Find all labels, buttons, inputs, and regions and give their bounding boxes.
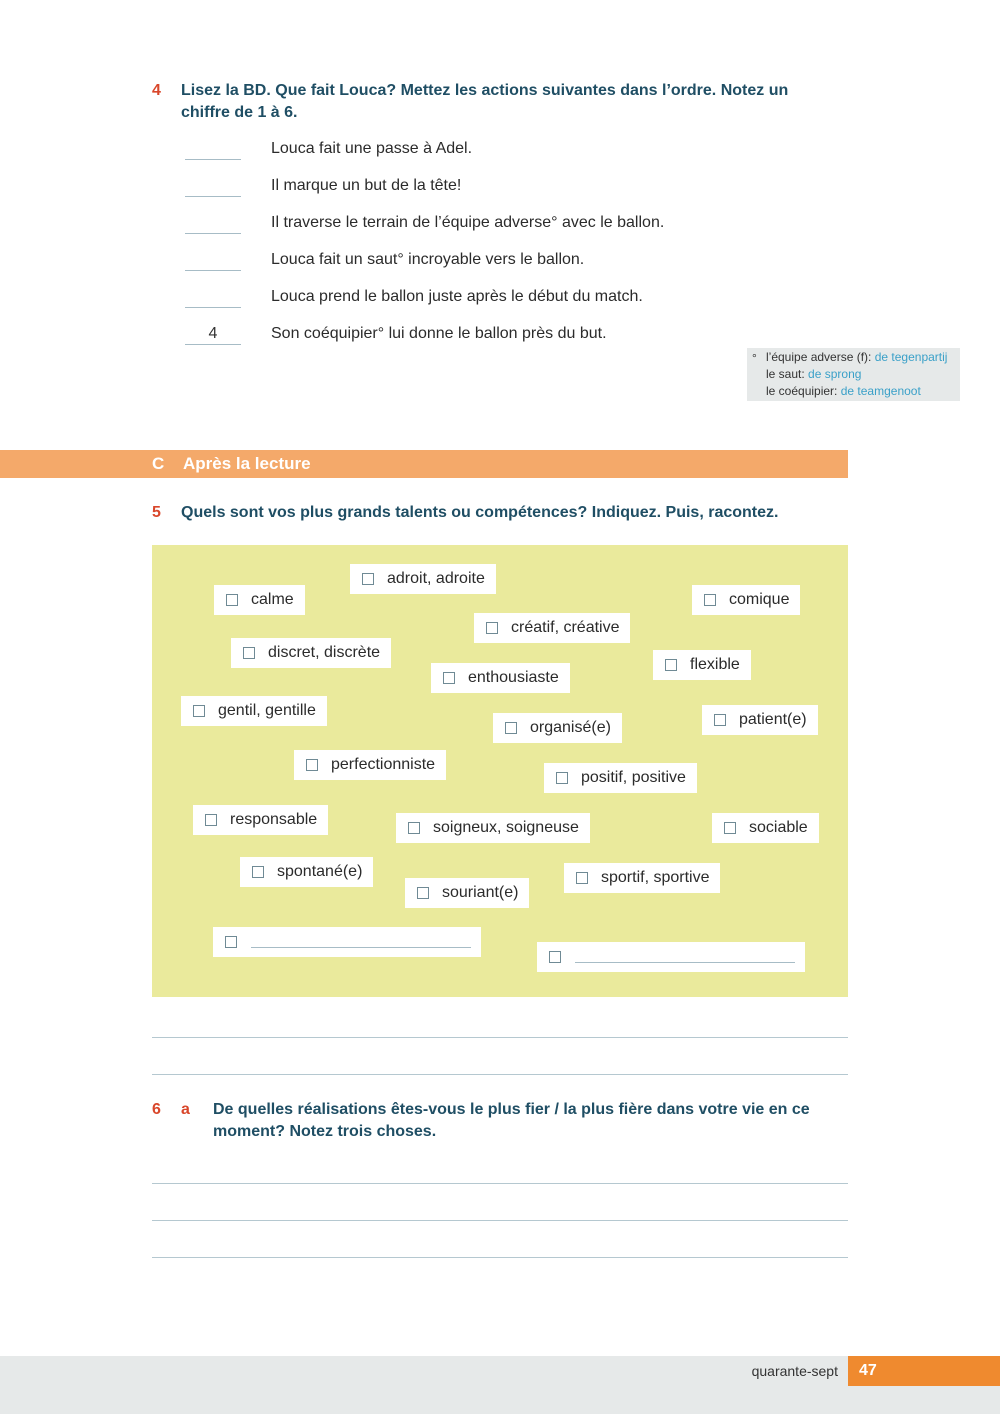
checkbox[interactable] [205,814,217,826]
writing-line[interactable] [152,1037,848,1038]
write-in-field[interactable] [575,962,795,963]
word-label: gentil, gentille [218,702,316,719]
word-option[interactable] [702,705,818,735]
footnote-translation: de sprong [808,367,862,381]
word-option[interactable] [193,805,328,835]
exercise-part-letter: a [181,1101,190,1118]
order-item-text: Louca fait une passe à Adel. [271,140,473,157]
checkbox[interactable] [417,887,429,899]
footnote-entry [766,349,947,366]
checkbox[interactable] [714,714,726,726]
word-option[interactable] [653,650,751,680]
exercise-instruction: Lisez la BD. Que fait Louca? Mettez les actions suivantes dans l’ordre. Notez un chiffre de 1 à 6. [181,82,789,121]
word-option[interactable] [712,813,819,843]
word-label: enthousiaste [468,669,559,686]
section-banner [0,450,848,478]
checkbox[interactable] [243,647,255,659]
footnote-marker: ° [752,351,757,365]
checkbox[interactable] [505,722,517,734]
checkbox[interactable] [362,573,374,585]
order-item [185,250,745,280]
word-label: sociable [749,819,808,836]
checkbox[interactable] [443,672,455,684]
exercise-number: 6 [152,1101,161,1118]
checkbox[interactable] [665,659,677,671]
word-option[interactable] [240,857,373,887]
order-answer-field[interactable]: 4 [185,324,241,345]
word-label: flexible [690,656,740,673]
footnote-term: le coéquipier: [766,384,838,398]
checkbox[interactable] [556,772,568,784]
order-item-text: Son coéquipier° lui donne le ballon près du but. [271,325,607,342]
word-option[interactable] [474,613,630,643]
custom-word-option[interactable] [537,942,805,972]
order-item-text: Il traverse le terrain de l’équipe adverse° avec le ballon. [271,214,665,231]
order-item-text: Louca fait un saut° incroyable vers le ballon. [271,251,585,268]
word-label: discret, discrète [268,644,381,661]
checkbox[interactable] [549,951,561,963]
word-label: responsable [230,811,318,828]
word-label: adroit, adroite [387,570,485,587]
word-option[interactable] [544,763,697,793]
checkbox[interactable] [306,759,318,771]
exercise-number: 5 [152,504,161,521]
word-label: soigneux, soigneuse [433,819,579,836]
order-answer-field[interactable] [185,139,241,160]
checkbox[interactable] [576,872,588,884]
word-option[interactable] [294,750,446,780]
writing-line[interactable] [152,1220,848,1221]
word-label: organisé(e) [530,719,611,736]
order-answer-field[interactable] [185,213,241,234]
checkbox[interactable] [193,705,205,717]
order-item [185,324,745,354]
exercise-instruction: Quels sont vos plus grands talents ou compétences? Indiquez. Puis, racontez. [181,504,779,521]
word-label: perfectionniste [331,756,436,773]
exercise-instruction: De quelles réalisations êtes-vous le plus fier / la plus fière dans votre vie en ce moment? Notez trois choses. [213,1101,810,1140]
word-option[interactable] [405,878,529,908]
checkbox[interactable] [408,822,420,834]
page-number-words: quarante-sept [751,1363,838,1379]
footnote-entry [766,366,861,383]
word-label: sportif, sportive [601,869,710,886]
custom-word-option[interactable] [213,927,481,957]
word-option[interactable] [231,638,391,668]
order-answer-field[interactable] [185,287,241,308]
word-bank [152,545,848,997]
word-option[interactable] [692,585,800,615]
word-option[interactable] [350,564,496,594]
footnote-term: l’équipe adverse (f): [766,350,872,364]
order-answer-field[interactable] [185,176,241,197]
word-label: calme [251,591,294,608]
footnote-term: le saut: [766,367,805,381]
section-title: Après la lecture [183,454,311,473]
section-letter: C [152,454,165,473]
vocabulary-footnote [747,348,960,401]
writing-line[interactable] [152,1183,848,1184]
word-option[interactable] [564,863,720,893]
word-label: souriant(e) [442,884,519,901]
word-option[interactable] [396,813,590,843]
footnote-translation: de tegenpartij [874,350,948,364]
word-label: créatif, créative [511,619,620,636]
write-in-field[interactable] [251,947,471,948]
checkbox[interactable] [724,822,736,834]
writing-line[interactable] [152,1074,848,1075]
word-option[interactable] [431,663,570,693]
checkbox[interactable] [226,594,238,606]
footnote-entry [766,383,921,400]
word-label: spontané(e) [277,863,363,880]
page-number: 47 [848,1356,1000,1386]
word-option[interactable] [181,696,327,726]
order-item [185,287,745,317]
word-label: comique [729,591,790,608]
order-answer-field[interactable] [185,250,241,271]
order-item [185,139,745,169]
order-item [185,176,745,206]
checkbox[interactable] [704,594,716,606]
word-label: patient(e) [739,711,807,728]
footnote-translation: de teamgenoot [840,384,921,398]
page-footer [0,1356,1000,1414]
word-label: positif, positive [581,769,686,786]
writing-line[interactable] [152,1257,848,1258]
order-item-text: Louca prend le ballon juste après le début du match. [271,288,643,305]
order-item-text: Il marque un but de la tête! [271,177,462,194]
order-item [185,213,745,243]
word-option[interactable] [493,713,622,743]
exercise-number: 4 [152,82,161,99]
checkbox[interactable] [252,866,264,878]
word-option[interactable] [214,585,305,615]
checkbox[interactable] [486,622,498,634]
checkbox[interactable] [225,936,237,948]
